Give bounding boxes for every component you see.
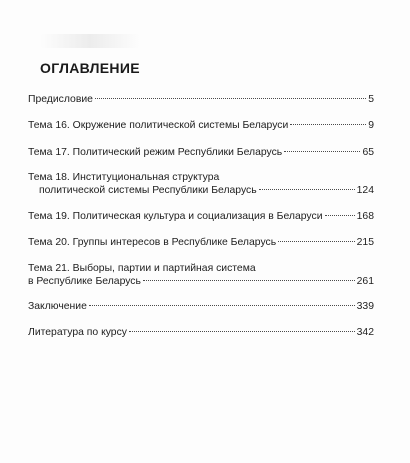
toc-entry-label: Тема 16. Окружение политической системы Беларуси <box>28 120 289 131</box>
dot-leader <box>129 331 355 332</box>
toc-entry-label-line1: Тема 18. Институциональная структура <box>28 172 220 183</box>
dot-leader <box>143 280 355 281</box>
toc-entry-topic-17 <box>28 146 374 159</box>
toc-entry-label: Заключение <box>28 301 87 312</box>
toc-entry-label: Литература по курсу <box>28 327 127 338</box>
bleed-through-text <box>40 34 140 48</box>
toc-entry-topic-16 <box>28 119 374 132</box>
toc-entry-topic-21 <box>28 262 374 288</box>
toc-entry-topic-19 <box>28 210 374 223</box>
toc-entry-preface <box>28 93 374 106</box>
toc-entry-topic-18 <box>28 171 374 197</box>
toc-entry-page: 9 <box>368 120 374 131</box>
toc-entry-page: 124 <box>356 185 374 196</box>
toc-entry-page: 168 <box>356 211 374 222</box>
toc-entry-page: 65 <box>362 147 374 158</box>
toc-entry-page: 5 <box>368 94 374 105</box>
dot-leader <box>259 189 355 190</box>
toc-entry-topic-20 <box>28 236 374 249</box>
toc-entry-label: Предисловие <box>28 94 93 105</box>
toc-heading: ОГЛАВЛЕНИЕ <box>40 60 140 76</box>
toc-entry-page: 342 <box>356 327 374 338</box>
toc-entry-page: 261 <box>356 276 374 287</box>
toc-entry-label: в Республике Беларусь <box>28 276 141 287</box>
toc-entry-label: политической системы Республики Беларусь <box>39 185 257 196</box>
toc-entry-references <box>28 326 374 339</box>
toc-entry-conclusion <box>28 300 374 313</box>
toc-entry-label: Тема 20. Группы интересов в Республике Беларусь <box>28 237 277 248</box>
dot-leader <box>278 241 355 242</box>
toc-entry-label: Тема 17. Политический режим Республики Беларусь <box>28 147 283 158</box>
dot-leader <box>284 151 360 152</box>
dot-leader <box>290 124 366 125</box>
toc-entry-page: 339 <box>356 301 374 312</box>
dot-leader <box>95 98 366 99</box>
toc-entry-label-line1: Тема 21. Выборы, партии и партийная система <box>28 263 256 274</box>
dot-leader <box>89 305 355 306</box>
toc-entry-page: 215 <box>356 237 374 248</box>
dot-leader <box>325 215 355 216</box>
toc-entry-label: Тема 19. Политическая культура и социализация в Беларуси <box>28 211 323 222</box>
